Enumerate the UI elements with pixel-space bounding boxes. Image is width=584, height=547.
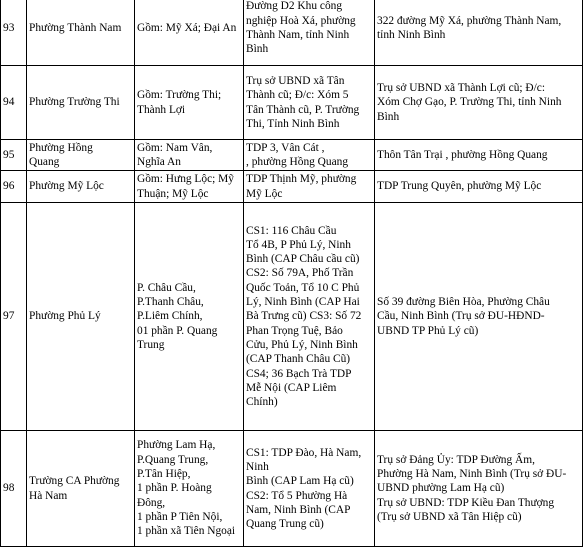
row-number-cell	[1, 171, 27, 203]
cell-text-line: Phường Hồng	[29, 141, 93, 154]
table-row	[1, 66, 583, 140]
cell-text-line: P.Quang Trung,	[137, 453, 209, 466]
cell-text-line: Phường Mỹ Lộc	[29, 180, 104, 193]
merged-units-cell	[135, 431, 244, 547]
headquarters-cell	[244, 431, 375, 547]
cell-text-line: Trường CA Phường	[29, 475, 120, 488]
row-number: 96	[3, 180, 15, 193]
headquarters-cell	[244, 171, 375, 203]
cell-text-line: 1 phần P Tiên Nội,	[137, 510, 223, 523]
headquarters-cell	[244, 0, 375, 66]
cell-text-line: P.Liêm Chính,	[137, 310, 203, 323]
cell-text-line: 01 phần P. Quang	[137, 324, 218, 337]
merged-units-cell	[135, 66, 244, 140]
cell-text-line: Gồm: Hưng Lộc; Mỹ	[137, 173, 234, 186]
cell-text-line: Bình (CAP Lam Hạ cũ)	[246, 475, 354, 488]
cell-text-line: Số 39 đường Biên Hòa, Phường Châu	[377, 296, 550, 309]
row-number-cell	[1, 0, 27, 66]
address-cell	[375, 171, 583, 203]
table-row	[1, 171, 583, 203]
ward-name-cell	[27, 140, 135, 171]
row-number: 95	[3, 148, 15, 161]
cell-text-line: Thôn Tân Trại , phường Hồng Quang	[377, 148, 548, 161]
cell-text-line: Bình	[377, 110, 400, 123]
row-number-cell	[1, 203, 27, 431]
cell-text-line: UBND phường Lam Hạ cũ)	[377, 482, 505, 495]
cell-text-line: Phường Lam Hạ,	[137, 439, 216, 452]
merged-units-cell	[135, 203, 244, 431]
cell-text-line: Chính)	[246, 396, 278, 409]
cell-text-line: Bình (CAP Châu cầu cũ)	[246, 253, 360, 266]
address-cell	[375, 140, 583, 171]
cell-text-line: Trung	[137, 338, 165, 351]
cell-text-line: Thi, Tỉnh Ninh Bình	[246, 117, 340, 130]
cell-text-line: Tân Thành cũ, P. Trường	[246, 103, 360, 116]
cell-text-line: Hà Nam	[29, 489, 68, 502]
cell-text-line: Phường Trường Thi	[29, 96, 120, 109]
cell-text-line: CS1: TDP Đào, Hà Nam,	[246, 446, 362, 459]
cell-text-line: Quang	[29, 156, 60, 168]
cell-text-line: Nam, Ninh Bình (CAP	[246, 503, 351, 516]
table-row	[1, 431, 583, 547]
row-number-cell	[1, 431, 27, 547]
cell-text-line: P.Thanh Châu,	[137, 296, 204, 309]
cell-text-line: 1 phần P. Hoàng	[137, 482, 212, 495]
cell-text-line: Thành Lợi	[137, 103, 186, 116]
cell-text-line: 1 phần xã Tiên Ngoại	[137, 525, 236, 538]
cell-text-line: CS1: 116 Châu Cầu	[246, 224, 337, 237]
cell-text-line: tỉnh Ninh Bình	[377, 29, 446, 41]
cell-text-line: (CAP Thanh Châu Cũ)	[246, 353, 351, 366]
cell-text-line: Phường Thành Nam	[29, 21, 122, 34]
cell-text-line: Trụ sở UBND: TDP Kiều Đan Thượng	[377, 496, 555, 509]
headquarters-cell	[244, 203, 375, 431]
cell-text-line: Bà Trưng cũ) CS3: Số 72	[246, 310, 362, 323]
cell-text-line: nghiệp Hoà Xá, phường	[246, 14, 356, 27]
cell-text-line: P.Tân Hiệp,	[137, 468, 191, 481]
cell-text-line: Ninh	[246, 460, 269, 473]
cell-text-line: 322 đường Mỹ Xá, phường Thành Nam,	[377, 14, 562, 27]
headquarters-cell	[244, 140, 375, 171]
cell-text-line: Đường D2 Khu công	[246, 0, 343, 13]
cell-text-line: UBND TP Phủ Lý cũ)	[377, 324, 479, 337]
cell-text-line: Gồm: Nam Vân,	[137, 141, 213, 154]
headquarters-cell	[244, 66, 375, 140]
table-row	[1, 203, 583, 431]
row-number: 97	[3, 310, 15, 323]
cell-text-line: TDP 3, Vân Cát ,	[246, 141, 325, 154]
cell-text-line: Gồm: Trường Thi;	[137, 89, 222, 102]
cell-text-line: , phường Hồng Quang	[246, 156, 349, 168]
cell-text-line: Xóm Chợ Gạo, P. Trường Thi, tỉnh Ninh	[377, 96, 562, 109]
cell-text-line: Bình	[246, 43, 269, 56]
cell-text-line: CS2: Tổ 5 Phường Hà	[246, 489, 348, 502]
cell-text-line: Trụ sở UBND xã Thành Lợi cũ; Đ/c:	[377, 82, 546, 95]
cell-text-line: CS4; 36 Bạch Trà TDP	[246, 367, 352, 380]
address-cell	[375, 203, 583, 431]
ward-name-cell	[27, 171, 135, 203]
ward-name-cell	[27, 431, 135, 547]
merged-units-cell	[135, 171, 244, 203]
row-number: 94	[3, 96, 15, 109]
cell-text-line: Thành Nam, tỉnh Ninh	[246, 29, 350, 41]
row-number-cell	[1, 66, 27, 140]
cell-text-line: Phan Trọng Tuệ, Bảo	[246, 324, 343, 337]
cell-text-line: Gồm: Mỹ Xá; Đại An	[137, 21, 237, 34]
address-cell	[375, 66, 583, 140]
cell-text-line: TDP Thịnh Mỹ, phường	[246, 173, 357, 186]
cell-text-line: Cửu, Phủ Lý, Ninh Bình	[246, 338, 358, 351]
cell-text-line: CS2: Số 79A, Phố Trần	[246, 267, 354, 280]
cell-text-line: Thuận; Mỹ Lộc	[137, 187, 209, 200]
cell-text-line: Đông,	[137, 496, 166, 509]
cell-text-line: Cầu, Ninh Bình (Trụ sở ĐU-HĐND-	[377, 310, 545, 323]
row-number-cell	[1, 140, 27, 171]
merged-units-cell	[135, 140, 244, 171]
table-body	[1, 0, 583, 547]
cell-text-line: Tổ 4B, P Phủ Lý, Ninh	[246, 238, 351, 251]
cell-text-line: (Trụ sở UBND xã Tân Hiệp cũ)	[377, 510, 522, 523]
cell-text-line: Mễ Nội (CAP Liêm	[246, 381, 337, 394]
cell-text-line: Trụ sở UBND xã Tân	[246, 74, 345, 87]
cell-text-line: Mỹ Lộc	[246, 187, 283, 200]
row-number: 93	[3, 21, 15, 34]
row-number: 98	[3, 482, 15, 495]
cell-text-line: Thành cũ; Đ/c: Xóm 5	[246, 89, 349, 102]
cell-text-line: Trụ sở Đảng Ủy: TDP Đường Ấm,	[377, 453, 535, 466]
ward-name-cell	[27, 203, 135, 431]
cell-text-line: Phường Hà Nam, Ninh Bình (Trụ sở ĐU-	[377, 468, 567, 481]
merged-units-cell	[135, 0, 244, 66]
cell-text-line: Quốc Toản, Tổ 10 C Phủ	[246, 281, 360, 294]
cell-text-line: Phường Phủ Lý	[29, 310, 101, 323]
address-cell	[375, 431, 583, 547]
table-row	[1, 0, 583, 66]
cell-text-line: Quang Trung cũ)	[246, 518, 324, 531]
cell-text-line: P. Châu Cầu,	[137, 281, 196, 294]
ward-name-cell	[27, 66, 135, 140]
address-cell	[375, 0, 583, 66]
cell-text-line: TDP Trung Quyên, phường Mỹ Lộc	[377, 180, 542, 193]
table-row	[1, 140, 583, 171]
cell-text-line: Lý, Ninh Bình (CAP Hai	[246, 296, 360, 309]
cell-text-line: Nghĩa An	[137, 156, 181, 168]
ward-name-cell	[27, 0, 135, 66]
